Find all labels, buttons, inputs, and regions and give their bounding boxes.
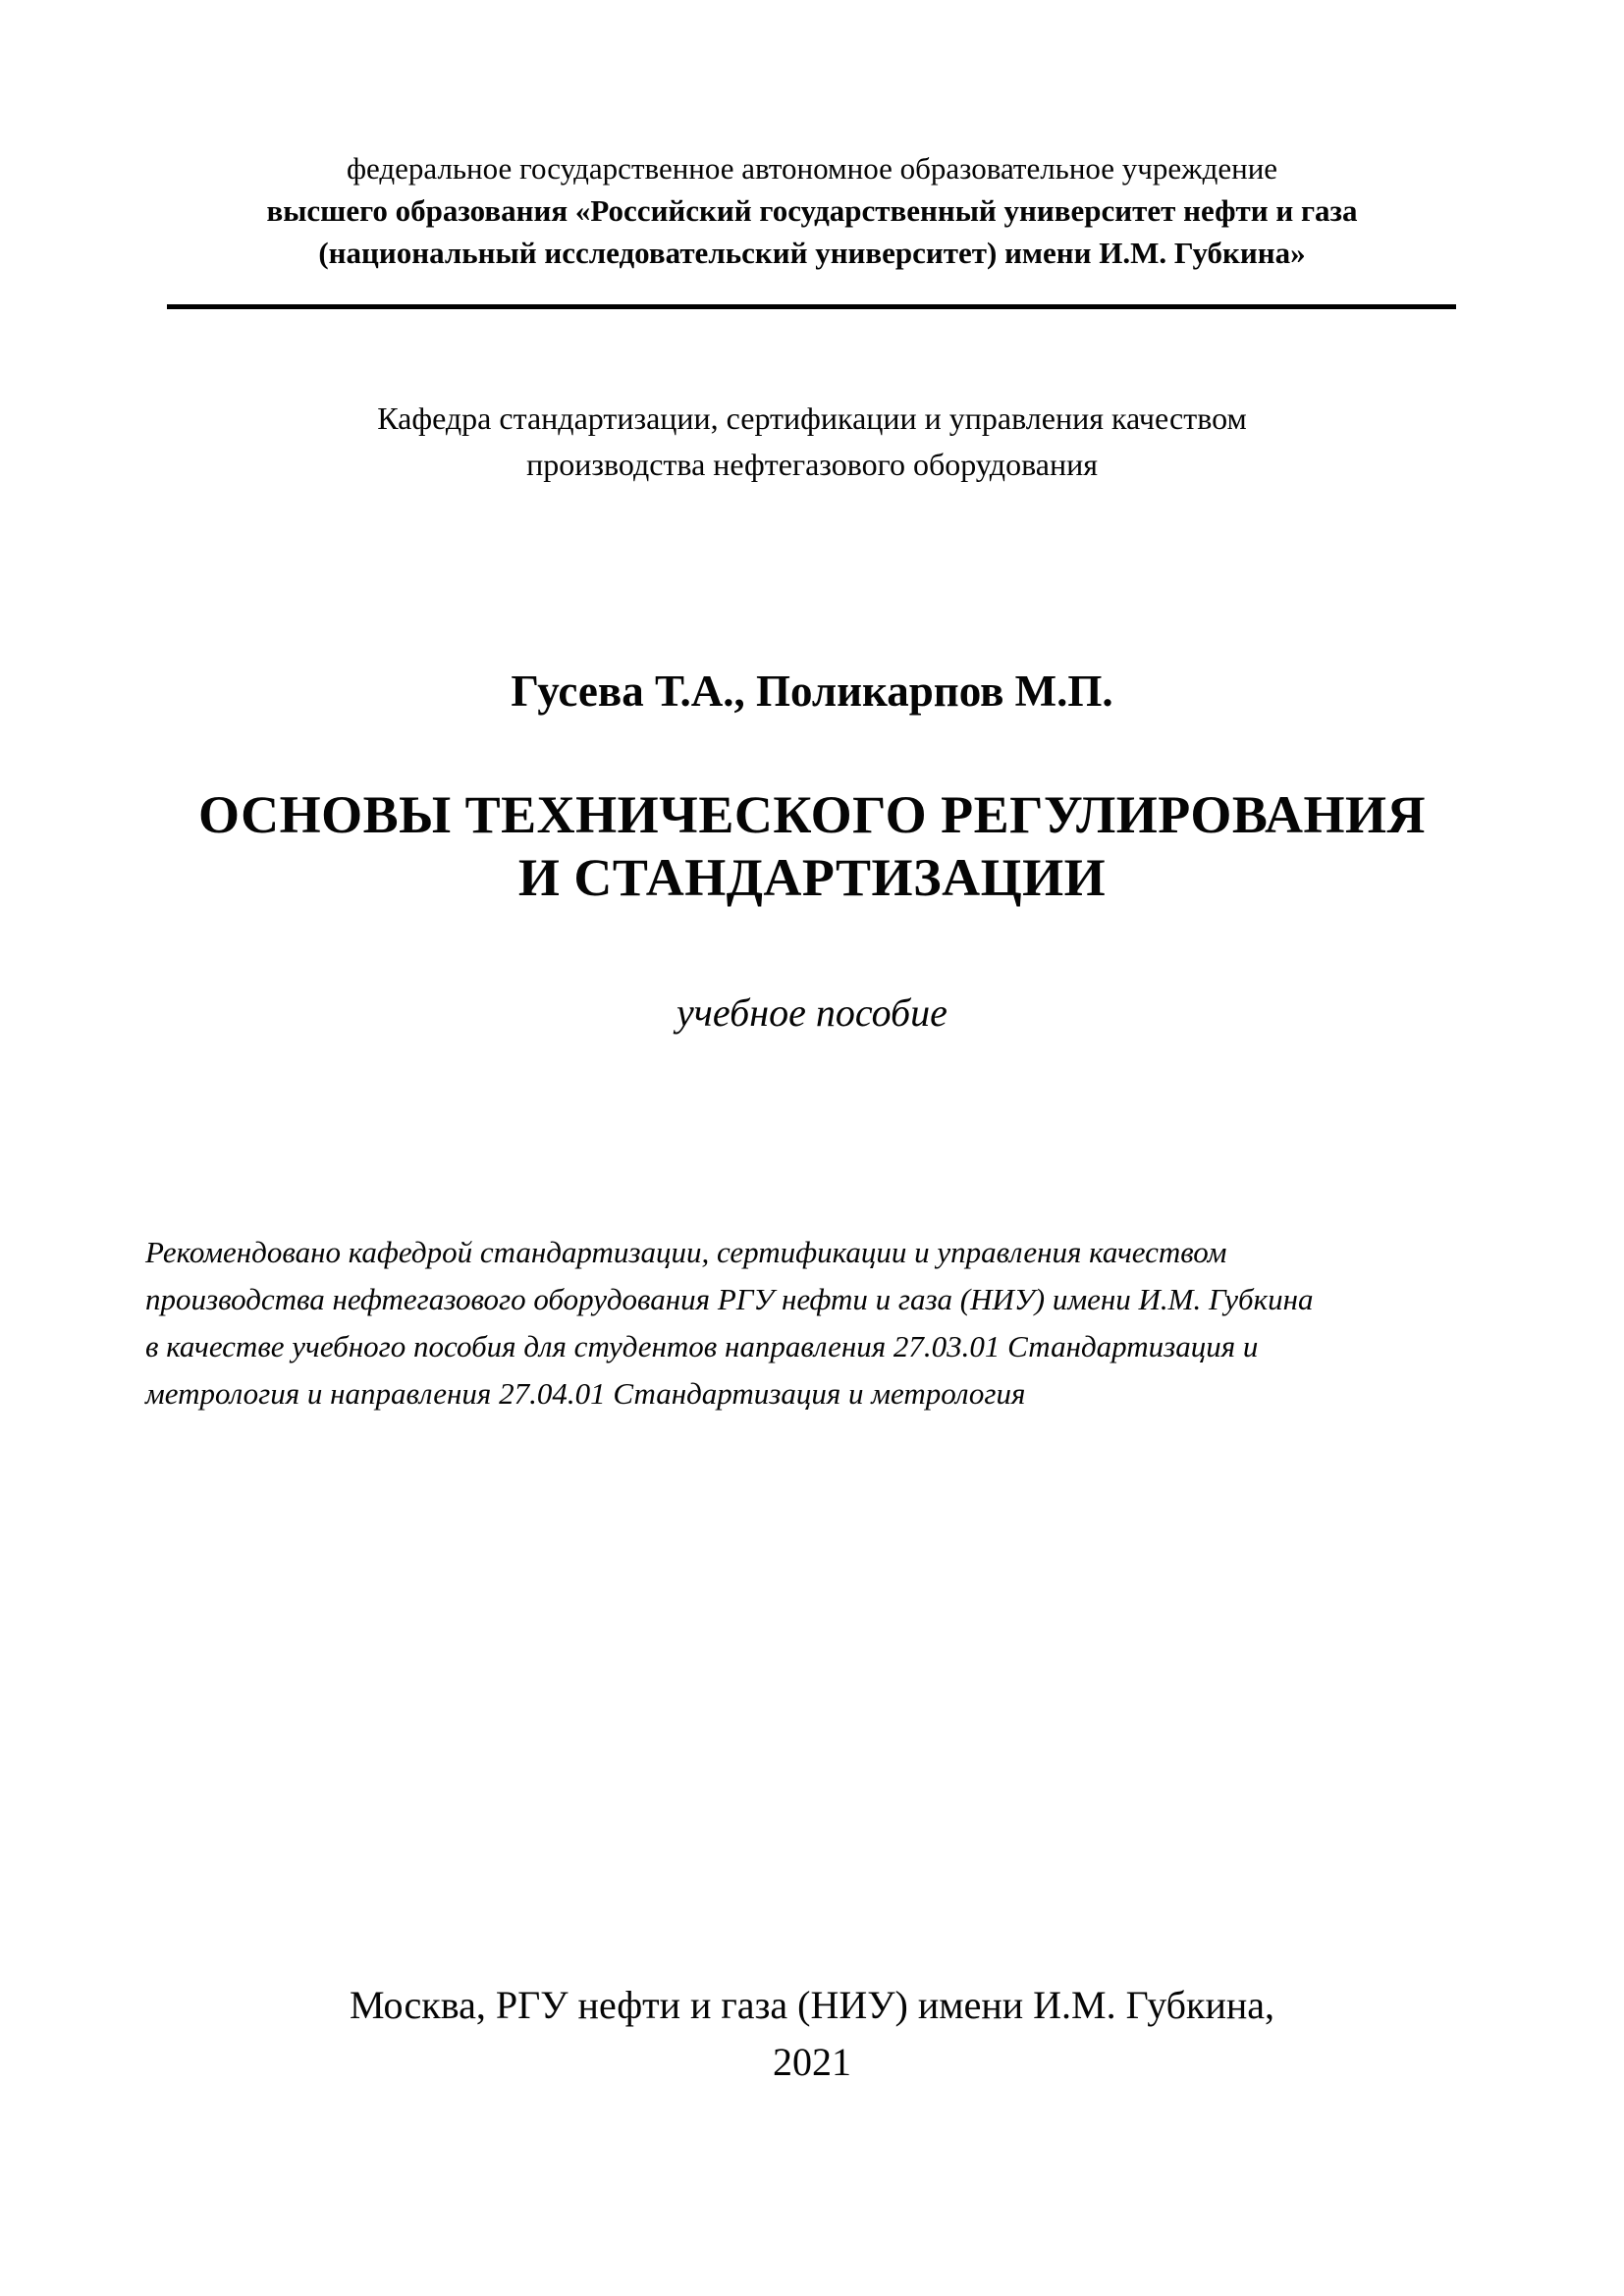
imprint-year: 2021 bbox=[773, 2040, 851, 2084]
authors-line: Гусева Т.А., Поликарпов М.П. bbox=[511, 667, 1113, 716]
book-title bbox=[0, 783, 1624, 909]
recommendation-line: производства нефтегазового оборудования РГУ нефти и газа (НИУ) имени И.М. Губкина bbox=[145, 1282, 1314, 1316]
recommendation-line: метрология и направления 27.04.01 Стандартизация и метрология bbox=[145, 1376, 1026, 1411]
org-header-line-1: федеральное государственное автономное образовательное учреждение bbox=[346, 151, 1278, 186]
imprint-city-line: Москва, РГУ нефти и газа (НИУ) имени И.М. Губкина, bbox=[349, 1983, 1275, 2027]
divider-line bbox=[167, 304, 1456, 309]
subtitle: учебное пособие bbox=[677, 990, 947, 1035]
department-line-2: производства нефтегазового оборудования bbox=[526, 447, 1098, 482]
book-title-line-2: И СТАНДАРТИЗАЦИИ bbox=[517, 848, 1107, 907]
org-header-line-3: (национальный исследовательский университет) имени И.М. Губкина» bbox=[318, 236, 1306, 270]
recommendation-line: Рекомендовано кафедрой стандартизации, сертификации и управления качеством bbox=[145, 1235, 1227, 1269]
recommendation-line: в качестве учебного пособия для студентов направления 27.03.01 Стандартизация и bbox=[145, 1329, 1259, 1363]
book-title-line-1: ОСНОВЫ ТЕХНИЧЕСКОГО РЕГУЛИРОВАНИЯ bbox=[197, 785, 1427, 844]
org-header bbox=[0, 147, 1624, 274]
imprint-block bbox=[0, 1977, 1624, 2091]
recommendation-paragraph bbox=[145, 1229, 1500, 1417]
org-header-line-2: высшего образования «Российский государственный университет нефти и газа bbox=[266, 193, 1358, 228]
department-block bbox=[0, 396, 1624, 488]
department-line-1: Кафедра стандартизации, сертификации и управления качеством bbox=[377, 400, 1247, 436]
